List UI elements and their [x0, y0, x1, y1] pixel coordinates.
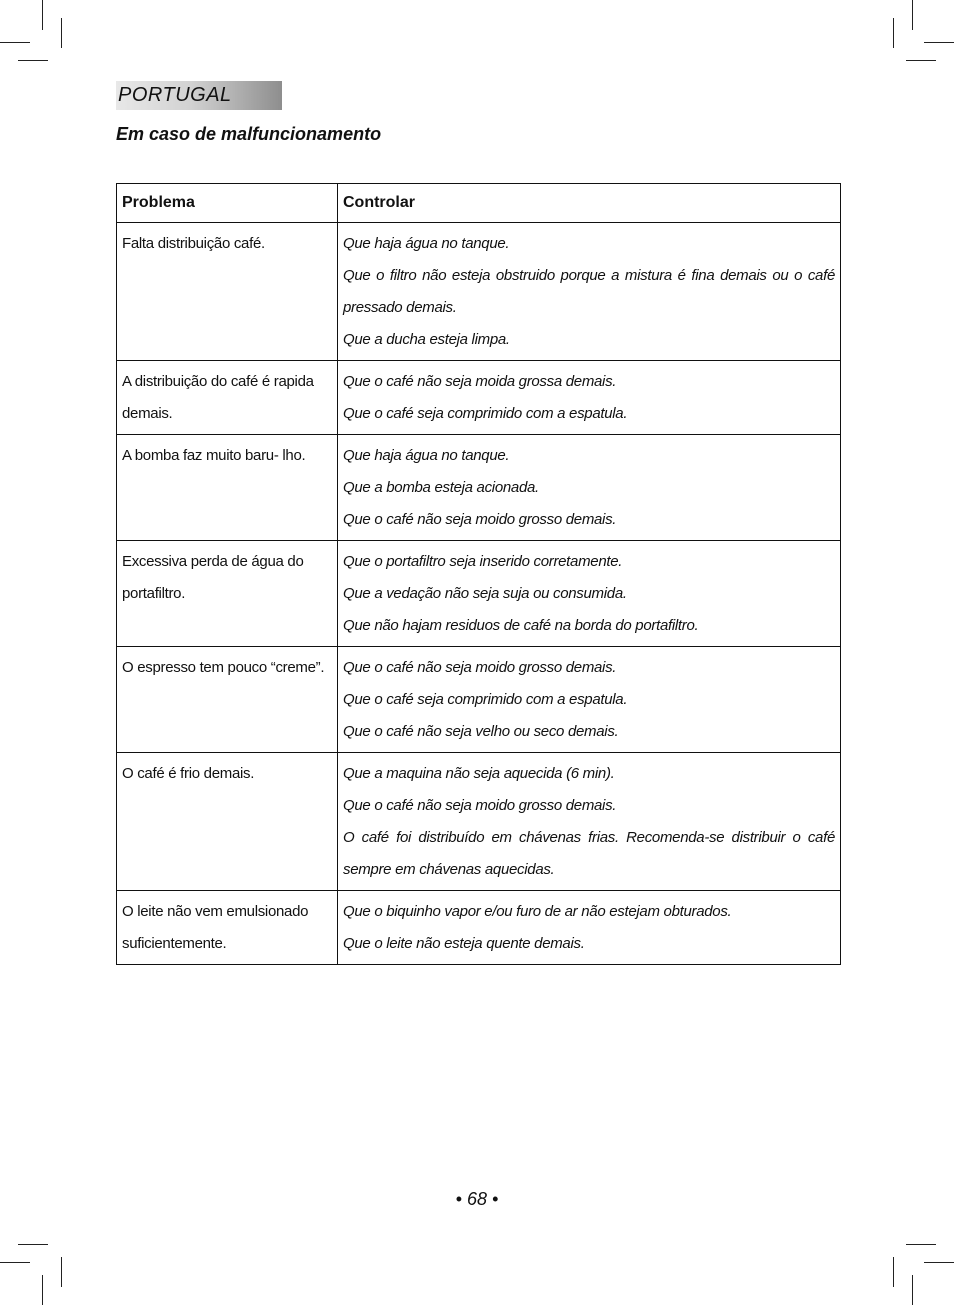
table-row — [117, 223, 841, 361]
column-header-check: Controlar — [338, 184, 841, 223]
problem-cell: O espresso tem pouco “creme”. — [117, 647, 338, 753]
table-row — [117, 647, 841, 753]
language-tab — [116, 81, 282, 110]
check-item: Que o café não seja moido grosso demais. — [343, 511, 617, 528]
check-item: Que a bomba esteja acionada. — [343, 479, 539, 496]
problem-cell: O café é frio demais. — [117, 753, 338, 891]
crop-mark — [906, 60, 936, 61]
crop-mark — [61, 1257, 62, 1287]
crop-mark — [893, 1257, 894, 1287]
check-item: Que o café não seja moida grossa demais. — [343, 373, 617, 390]
check-item: Que haja água no tanque. — [343, 447, 510, 464]
problem-cell: A bomba faz muito baru- lho. — [117, 435, 338, 541]
check-item: Que o café não seja moido grosso demais. — [343, 797, 617, 814]
crop-mark — [893, 18, 894, 48]
check-item: Que o filtro não esteja obstruido porque a mistura é fina demais ou o café pressado demais. — [343, 267, 835, 316]
table-row — [117, 541, 841, 647]
crop-mark — [0, 1262, 30, 1263]
check-item: Que a vedação não seja suja ou consumida. — [343, 585, 627, 602]
section-title: Em caso de malfuncionamento — [116, 124, 382, 144]
check-item: Que o leite não esteja quente demais. — [343, 935, 585, 952]
page-number: • 68 • — [455, 1189, 499, 1209]
language-label: PORTUGAL — [118, 84, 232, 106]
crop-mark — [912, 1275, 913, 1305]
problem-cell: Falta distribuição café. — [117, 223, 338, 361]
table-row — [117, 361, 841, 435]
column-header-problem: Problema — [117, 184, 338, 223]
check-item: Que o portafiltro seja inserido corretamente. — [343, 553, 623, 570]
crop-mark — [18, 60, 48, 61]
crop-mark — [912, 0, 913, 30]
table-row — [117, 891, 841, 965]
check-item: Que não hajam residuos de café na borda do portafiltro. — [343, 617, 699, 634]
check-item: Que o café seja comprimido com a espatula. — [343, 405, 628, 422]
check-cell — [338, 647, 841, 753]
crop-mark — [0, 42, 30, 43]
check-item: Que o café seja comprimido com a espatula. — [343, 691, 628, 708]
check-cell — [338, 361, 841, 435]
check-cell — [338, 223, 841, 361]
table-row — [117, 753, 841, 891]
check-item: Que o café não seja velho ou seco demais. — [343, 723, 619, 740]
problem-cell: A distribuição do café é rapida demais. — [117, 361, 338, 435]
check-item: Que o café não seja moido grosso demais. — [343, 659, 617, 676]
problem-cell: Excessiva perda de água do portafiltro. — [117, 541, 338, 647]
crop-mark — [906, 1244, 936, 1245]
check-item: Que a ducha esteja limpa. — [343, 331, 510, 348]
problem-cell: O leite não vem emulsionado suficientemente. — [117, 891, 338, 965]
check-item: Que haja água no tanque. — [343, 235, 510, 252]
crop-mark — [924, 1262, 954, 1263]
crop-mark — [18, 1244, 48, 1245]
check-cell — [338, 891, 841, 965]
check-item: Que a maquina não seja aquecida (6 min). — [343, 765, 615, 782]
check-item: O café foi distribuído em chávenas frias. Recomenda-se distribuir o café sempre em chávenas aquecidas. — [343, 829, 835, 878]
crop-mark — [42, 0, 43, 30]
check-cell — [338, 435, 841, 541]
troubleshooting-table — [116, 183, 841, 965]
table-header-row — [117, 184, 841, 223]
check-cell — [338, 541, 841, 647]
crop-mark — [924, 42, 954, 43]
crop-mark — [42, 1275, 43, 1305]
crop-mark — [61, 18, 62, 48]
table-row — [117, 435, 841, 541]
check-item: Que o biquinho vapor e/ou furo de ar não estejam obturados. — [343, 903, 732, 920]
check-cell — [338, 753, 841, 891]
